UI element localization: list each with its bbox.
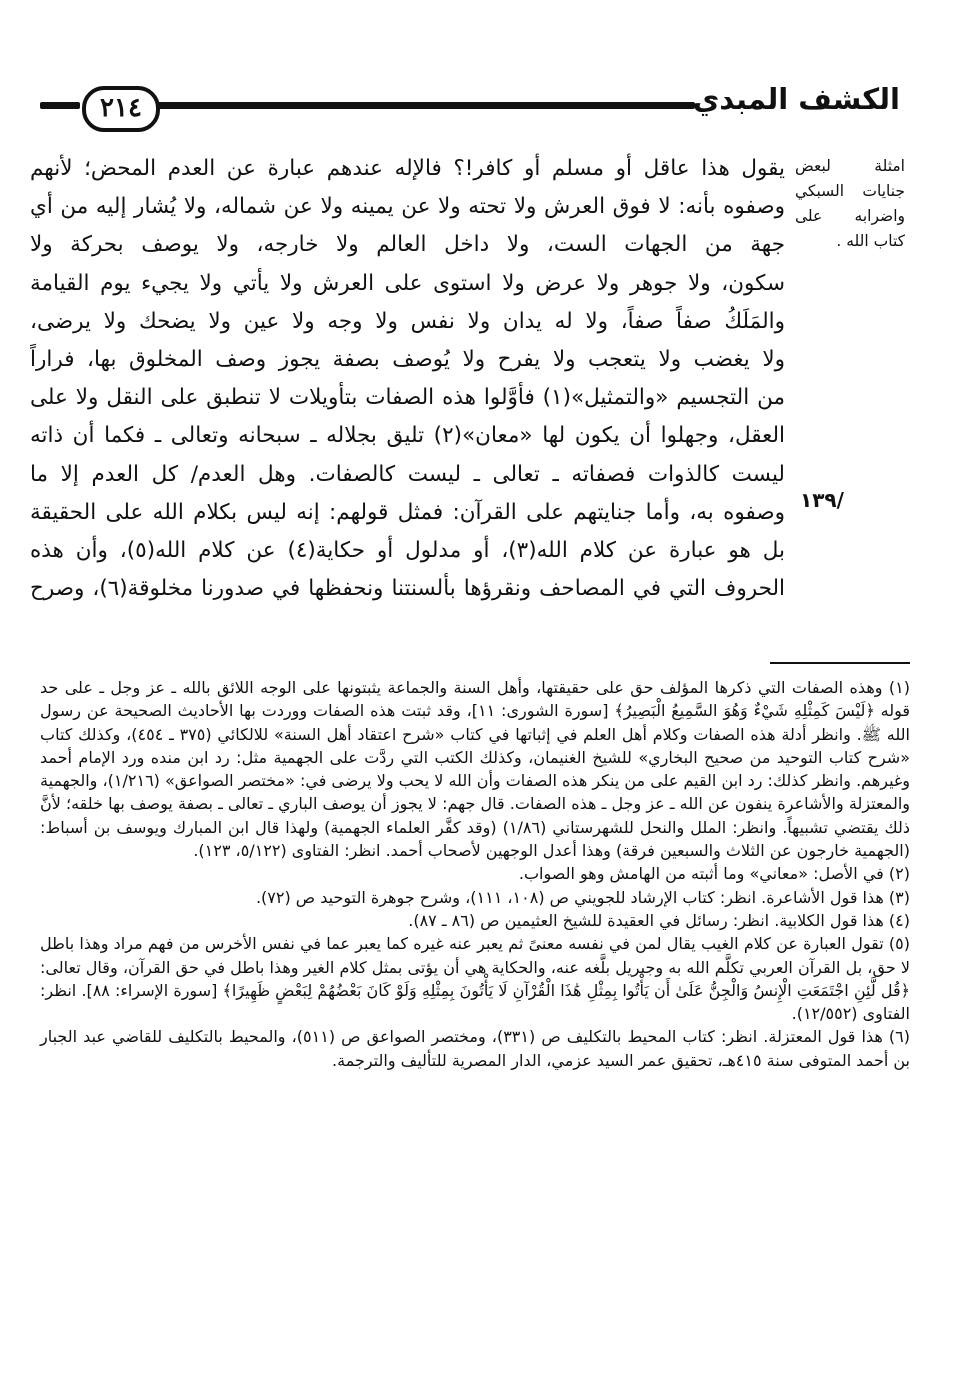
header-rule <box>155 102 695 109</box>
body-line: ليست كالذوات فصفاته ـ تعالى ـ ليست كالصفات. وهل العدم/ كل العدم إلا ما <box>30 461 785 487</box>
footnote-separator <box>770 662 910 664</box>
header-rule-short <box>40 102 80 109</box>
footnote-2: (٢) في الأصل: «معاني» وما أثبته من الهامش وهو الصواب. <box>518 864 910 884</box>
body-line: ولا يغضب ولا يتعجب ولا يفرح ولا يُوصف بصفة يجوز وصف المخلوق بها، فراراً <box>30 346 785 372</box>
footnote-6: (٦) هذا قول المعتزلة. انظر: كتاب المحيط بالتكليف ص (٣٣١)، ومختصر الصواعق ص (٥١١)، والمحيط بالتكليف للقاضي عبد الجبار بن أحمد المتوفى سنة ٤١٥هـ، تحقيق عمر السيد عزمي، الدار المصرية للتأليف والترجمة. <box>40 1027 910 1070</box>
page-number: ٢١٤ <box>82 86 160 132</box>
body-line: بل هو عبارة عن كلام الله(٣)، أو مدلول أو حكاية(٤) عن كلام الله(٥)، وأن هذه <box>30 537 785 563</box>
footnote-4: (٤) هذا قول الكلابية. انظر: رسائل في العقيدة للشيخ العثيمين ص (٨٦ ـ ٨٧). <box>408 910 910 930</box>
body-line: جهة من الجهات الست، ولا داخل العالم ولا خارجه، ولا يوصف بحركة ولا <box>30 232 785 258</box>
footnote-3: (٣) هذا قول الأشاعرة. انظر: كتاب الإرشاد للجويني ص (١٠٨، ١١١)، وشرح جوهرة التوحيد ص (٧٢). <box>255 887 910 907</box>
main-text <box>30 150 785 608</box>
body-line: من التجسيم «والتمثيل»(١) فأوَّلوا هذه الصفات بتأويلات لا تنطبق على النقل ولا على <box>30 385 785 411</box>
footnote-1: (١) وهذه الصفات التي ذكرها المؤلف حق على حقيقتها، وأهل السنة والجماعة يثبتونها على الوجه اللائق بالله ـ عز وجل ـ على حد قوله ﴿لَيْسَ كَمِثْلِهِ شَيْءٌ وَهُوَ السَّمِيعُ الْبَصِيرُ﴾ [سورة الشورى: ١١]، وقد ثبتت هذه الصفات ووردت بها الأحاديث الصحيحة عن رسول الله ﷺ. وانظر أدلة هذه الصفات وكلام أهل العلم في إثباتها في كتاب «شرح اعتقاد أهل السنة» للالكائي (٣٧٥ ـ ٤٥٤)، وكذلك كتاب «شرح كتاب التوحيد من صحيح البخاري» للشيخ الغنيمان، وكذلك الكتب التي ردَّت على الجهمية مثل: رد ابن منده ورد الإمام أحمد وغيرهم. وانظر كذلك: رد ابن القيم على من ينكر هذه الصفات وأن الله لا يحب ولا يرضى في: «مختصر الصواعق» (١/٢١٦)، والجهمية والمعتزلة والأشاعرة ينفون عن الله ـ عز وجل ـ هذه الصفات. قال جهم: لا يجوز أن يوصف الباري ـ تعالى ـ بصفة يوصف بها خلقه؛ لأنَّ ذلك يقتضي تشبيهاً. وانظر: الملل والنحل للشهرستاني (١/٨٦) (وقد كفَّر العلماء الجهمية) ولهذا قال ابن المبارك ويوسف بن أسباط: (الجهمية خارجون عن الثلاث والسبعين فرقة) وهذا أعدل الوجهين لأصحاب أحمد. انظر: الفتاوى (٥/١٢٢، ١٢٣). <box>39 678 911 861</box>
book-title: الكشف المبدي <box>692 82 900 116</box>
body-line: والمَلَكُ صفاً صفاً، ولا له يدان ولا نفس ولا وجه ولا عين ولا يضحك ولا يرضى، <box>30 308 785 334</box>
body-line: الحروف التي في المصاحف ونقرؤها بألسنتنا ونحفظها في صدورنا مخلوقة(٦)، وصرح <box>30 576 785 602</box>
body-line: يقول هذا عاقل أو مسلم أو كافر!؟ فالإله عندهم عبارة عن العدم المحض؛ لأنهم <box>30 156 785 181</box>
body-line: وصفوه بأنه: لا فوق العرش ولا تحته ولا عن يمينه ولا عن شماله، ولا يُشار إليه من أي <box>30 194 785 220</box>
manuscript-folio-ref: ١٣٩/ <box>800 488 844 512</box>
page-header <box>40 82 900 132</box>
footnotes <box>40 676 910 1072</box>
body-line: وصفوه به، وأما جنايتهم على القرآن: فمثل قولهم: إنه ليس بكلام الله على الحقيقة <box>30 499 785 525</box>
margin-note: امثلة لبعض جنايات السبكي واضرابه على كتاب الله . <box>795 157 905 250</box>
body-line: سكون، ولا جوهر ولا عرض ولا استوى على العرش ولا يأتي ولا يجيء يوم القيامة <box>30 270 785 296</box>
footnote-5: (٥) تقول العبارة عن كلام الغيب يقال لمن في نفسه معنىً ثم يعبر عنه غيره كما يعبر عما في نفس الأخرس من فهم مراد وهذا باطل لا حق، بل القرآن العربي تكلَّم الله به وجبريل بلَّغه عنه، والحكاية هي أن يؤتى بمثل كلام الغير وهذا باطل في حق القرآن، وقال تعالى: ﴿قُل لَّئِنِ اجْتَمَعَتِ الْإِنسُ وَالْجِنُّ عَلَىٰ أَن يَأْتُوا بِمِثْلِ هَٰذَا الْقُرْآنِ لَا يَأْتُونَ بِمِثْلِهِ وَلَوْ كَانَ بَعْضُهُمْ لِبَعْضٍ ظَهِيرًا﴾ [سورة الإسراء: ٨٨]. انظر: الفتاوى (١٢/٥٥٢). <box>40 934 911 1024</box>
body-line: العقل، وجهلوا أن يكون لها «معان»(٢) تليق بجلاله ـ سبحانه وتعالى ـ فكما أن ذاته <box>30 423 785 449</box>
